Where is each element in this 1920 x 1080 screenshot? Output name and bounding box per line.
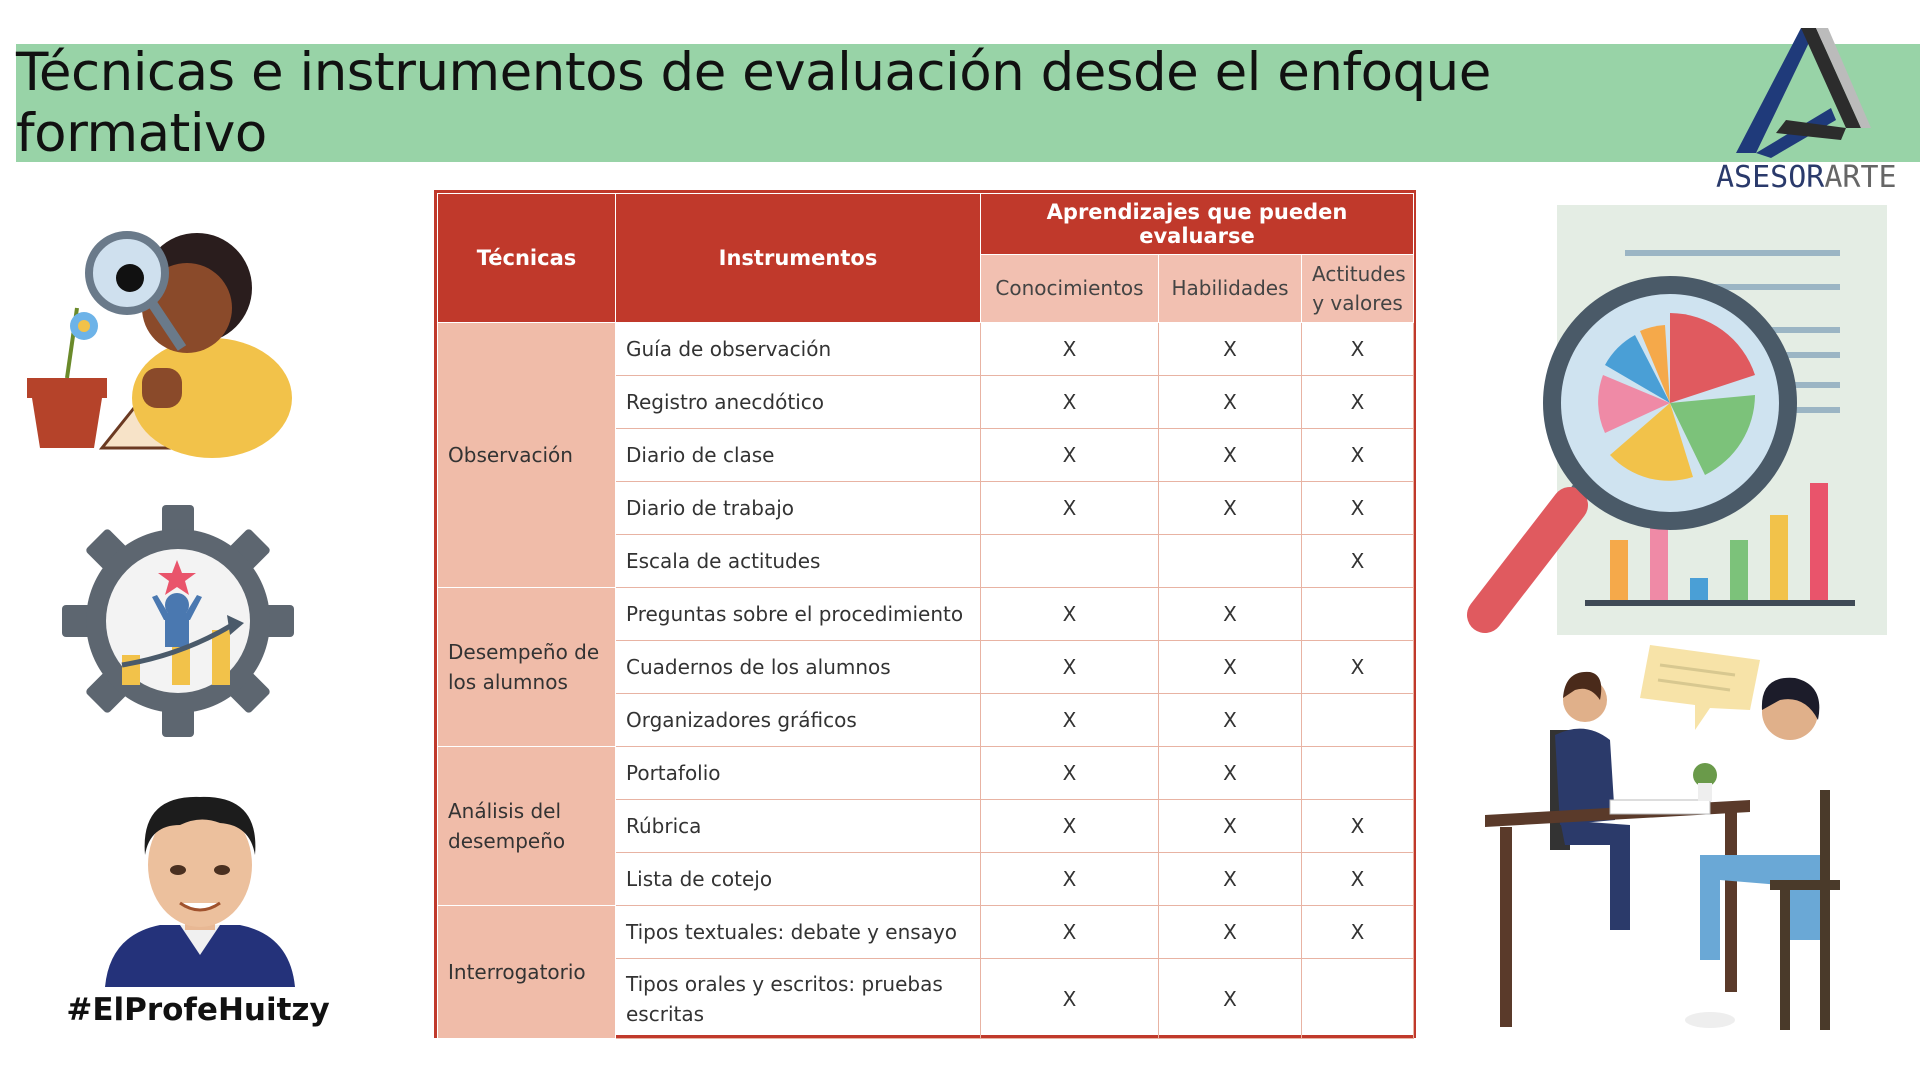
mark-habilidades: X <box>1159 482 1302 535</box>
mark-conocimientos: X <box>981 588 1159 641</box>
mark-actitudes: X <box>1302 853 1414 906</box>
instrument-cell: Tipos orales y escritos: pruebas escritas <box>616 959 981 1039</box>
mark-habilidades: X <box>1159 376 1302 429</box>
instrument-cell: Preguntas sobre el procedimiento <box>616 588 981 641</box>
header-aprendizajes: Aprendizajes que pueden evaluarse <box>981 194 1414 255</box>
mark-habilidades: X <box>1159 906 1302 959</box>
mark-conocimientos: X <box>981 800 1159 853</box>
mark-actitudes: X <box>1302 376 1414 429</box>
mark-conocimientos: X <box>981 747 1159 800</box>
instrument-cell: Escala de actitudes <box>616 535 981 588</box>
subheader-actitudes: Actitudes y valores <box>1302 255 1414 323</box>
evaluation-table <box>434 190 1416 1038</box>
avatar <box>100 785 300 987</box>
gear-achievement-icon <box>62 505 294 737</box>
magnifier-chart-illustration <box>1455 205 1895 635</box>
technique-cell: Observación <box>438 323 616 588</box>
instrument-cell: Diario de trabajo <box>616 482 981 535</box>
mark-habilidades: X <box>1159 800 1302 853</box>
mark-conocimientos: X <box>981 323 1159 376</box>
hashtag-label: #ElProfeHuitzy <box>66 992 330 1028</box>
mark-conocimientos: X <box>981 641 1159 694</box>
mark-actitudes: X <box>1302 323 1414 376</box>
instrument-cell: Lista de cotejo <box>616 853 981 906</box>
header-tecnicas: Técnicas <box>438 194 616 323</box>
technique-cell: Análisis del desempeño <box>438 747 616 906</box>
mark-actitudes <box>1302 694 1414 747</box>
instrument-cell: Registro anecdótico <box>616 376 981 429</box>
logo-text <box>1716 160 1897 195</box>
logo-text-bold: ASESOR <box>1716 160 1825 195</box>
mark-habilidades: X <box>1159 853 1302 906</box>
instrument-cell: Cuadernos de los alumnos <box>616 641 981 694</box>
instrument-cell: Tipos textuales: debate y ensayo <box>616 906 981 959</box>
mark-habilidades <box>1159 535 1302 588</box>
header-instrumentos: Instrumentos <box>616 194 981 323</box>
technique-cell: Desempeño de los alumnos <box>438 588 616 747</box>
technique-cell: Interrogatorio <box>438 906 616 1039</box>
subheader-habilidades: Habilidades <box>1159 255 1302 323</box>
page-title: Técnicas e instrumentos de evaluación desde el enfoque formativo <box>16 42 1491 164</box>
instrument-cell: Rúbrica <box>616 800 981 853</box>
mark-habilidades: X <box>1159 959 1302 1039</box>
mark-habilidades: X <box>1159 588 1302 641</box>
mark-conocimientos: X <box>981 906 1159 959</box>
mark-habilidades: X <box>1159 694 1302 747</box>
mark-conocimientos: X <box>981 959 1159 1039</box>
mark-habilidades: X <box>1159 429 1302 482</box>
mark-conocimientos: X <box>981 429 1159 482</box>
mark-conocimientos: X <box>981 694 1159 747</box>
mark-actitudes: X <box>1302 641 1414 694</box>
logo-text-thin: ARTE <box>1824 160 1897 195</box>
mark-habilidades: X <box>1159 747 1302 800</box>
mark-actitudes: X <box>1302 429 1414 482</box>
mark-conocimientos <box>981 535 1159 588</box>
mark-actitudes: X <box>1302 800 1414 853</box>
mark-actitudes: X <box>1302 535 1414 588</box>
title-banner <box>16 44 1920 162</box>
mark-actitudes: X <box>1302 482 1414 535</box>
teacher-meeting-illustration <box>1480 640 1900 1040</box>
mark-conocimientos: X <box>981 376 1159 429</box>
instrument-cell: Organizadores gráficos <box>616 694 981 747</box>
mark-conocimientos: X <box>981 482 1159 535</box>
instrument-cell: Guía de observación <box>616 323 981 376</box>
mark-habilidades: X <box>1159 323 1302 376</box>
girl-magnifier-illustration <box>22 198 342 468</box>
mark-actitudes <box>1302 959 1414 1039</box>
instrument-cell: Portafolio <box>616 747 981 800</box>
subheader-conocimientos: Conocimientos <box>981 255 1159 323</box>
evaluation-table-grid <box>437 193 1414 1039</box>
instrument-cell: Diario de clase <box>616 429 981 482</box>
mark-habilidades: X <box>1159 641 1302 694</box>
mark-conocimientos: X <box>981 853 1159 906</box>
mark-actitudes <box>1302 747 1414 800</box>
mark-actitudes: X <box>1302 906 1414 959</box>
mark-actitudes <box>1302 588 1414 641</box>
